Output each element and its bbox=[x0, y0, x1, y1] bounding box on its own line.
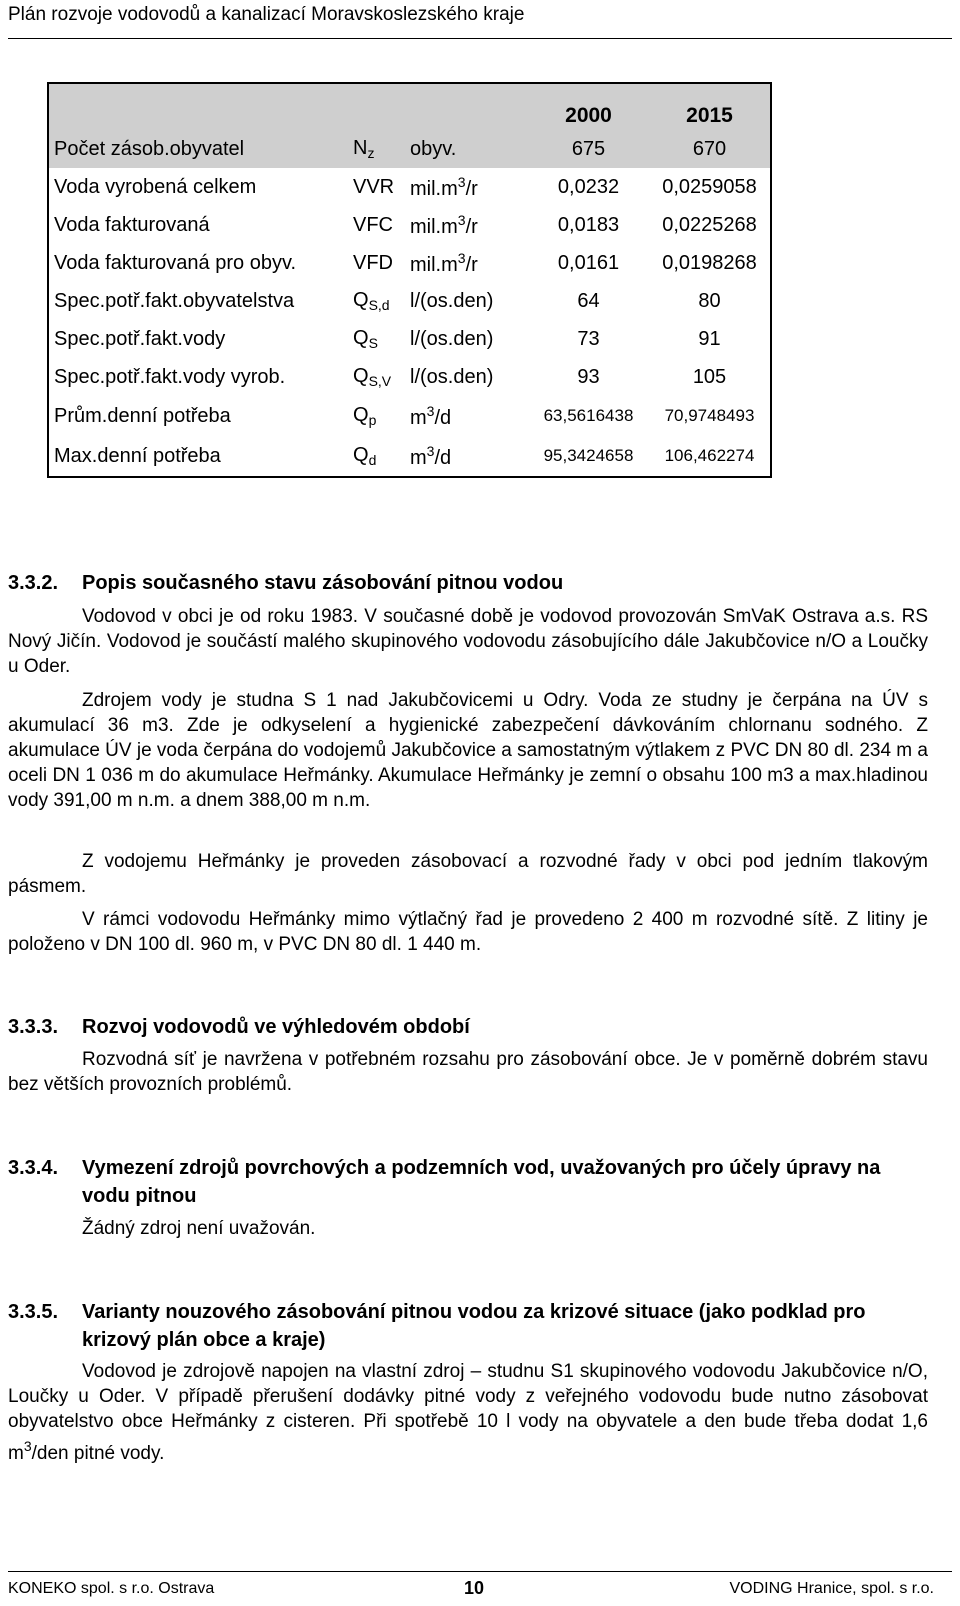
section-number: 3.3.5. bbox=[8, 1301, 59, 1323]
symbol bbox=[353, 320, 410, 358]
section-title: Rozvoj vodovodů ve výhledovém období bbox=[82, 1016, 470, 1038]
unit-text: m bbox=[410, 406, 427, 429]
table-row bbox=[48, 244, 771, 282]
unit bbox=[410, 206, 528, 244]
unit-superscript: 3 bbox=[457, 249, 466, 266]
table-row bbox=[48, 320, 771, 358]
unit bbox=[410, 168, 528, 206]
unit-text: mil.m bbox=[410, 215, 458, 238]
symbol bbox=[353, 244, 410, 282]
value-2000 bbox=[528, 168, 649, 206]
row-label-text: Spec.potř.fakt.obyvatelstva bbox=[54, 289, 295, 312]
section-number: 3.3.3. bbox=[8, 1016, 59, 1038]
row-label-text: Voda vyrobená celkem bbox=[54, 175, 257, 198]
row-label bbox=[48, 130, 353, 168]
value-text: 63,5616438 bbox=[543, 406, 634, 425]
water-balance-table bbox=[47, 82, 772, 478]
value-2000 bbox=[528, 206, 649, 244]
unit-tail: /r bbox=[465, 215, 478, 238]
table-row bbox=[48, 168, 771, 206]
symbol-text: Q bbox=[353, 444, 369, 466]
value-2000 bbox=[528, 358, 649, 396]
unit-text: mil.m bbox=[410, 253, 458, 276]
value-2000 bbox=[528, 396, 649, 436]
unit-tail: /d bbox=[434, 406, 452, 429]
row-label bbox=[48, 320, 353, 358]
value-text: 0,0183 bbox=[557, 213, 620, 236]
page-footer bbox=[8, 1571, 952, 1606]
symbol-subscript: p bbox=[368, 412, 377, 428]
value-2000 bbox=[528, 320, 649, 358]
unit-superscript: 3 bbox=[426, 402, 435, 419]
unit-text: mil.m bbox=[410, 177, 458, 200]
table-row bbox=[48, 436, 771, 477]
value-text: 0,0225268 bbox=[662, 213, 757, 236]
value-text: 670 bbox=[692, 137, 727, 160]
unit bbox=[410, 320, 528, 358]
value-text: 70,9748493 bbox=[664, 406, 755, 425]
symbol-subscript: S,V bbox=[368, 373, 392, 389]
value-2015 bbox=[649, 130, 771, 168]
value-text: 80 bbox=[698, 289, 721, 312]
footer-right: VODING Hranice, spol. s r.o. bbox=[729, 1580, 934, 1597]
year-header-row bbox=[48, 83, 771, 130]
page-header bbox=[8, 0, 952, 39]
row-label bbox=[48, 436, 353, 477]
unit bbox=[410, 130, 528, 168]
section-title: Varianty nouzového zásobování pitnou vodou za krizové situace (jako podklad pro krizový plán obce a kraje) bbox=[82, 1301, 866, 1351]
section-title: Popis současného stavu zásobování pitnou vodou bbox=[82, 572, 564, 594]
row-label bbox=[48, 396, 353, 436]
document-title: Plán rozvoje vodovodů a kanalizací Moravskoslezského kraje bbox=[8, 4, 525, 25]
table-row bbox=[48, 282, 771, 320]
section-title: Vymezení zdrojů povrchových a podzemních vod, uvažovaných pro účely úpravy na vodu pitnou bbox=[82, 1157, 881, 1207]
unit bbox=[410, 396, 528, 436]
row-label-text: Spec.potř.fakt.vody bbox=[54, 327, 226, 350]
unit-tail: /d bbox=[434, 446, 452, 469]
row-label-text: Počet zásob.obyvatel bbox=[54, 137, 245, 160]
section-number: 3.3.4. bbox=[8, 1157, 59, 1179]
paragraph-text: Vodovod je zdrojově napojen na vlastní zdroj – studnu S1 skupinového vodovodu Jakubčovice n/O, Loučky u Oder. V případě přerušení dodávky pitné vody z veřejného vodovodu bude nutno zásobovat obyvatelstvo obce Heřmánky z cisteren. Při spotřebě 10 l vody na obyvatele a den bude třeba dodat 1,6 m bbox=[8, 1361, 928, 1464]
value-text: 91 bbox=[698, 327, 721, 350]
row-label-text: Spec.potř.fakt.vody vyrob. bbox=[54, 365, 286, 388]
paragraph-tail: /den pitné vody. bbox=[31, 1443, 165, 1464]
value-2015 bbox=[649, 244, 771, 282]
table-row bbox=[48, 396, 771, 436]
symbol bbox=[353, 206, 410, 244]
value-2015 bbox=[649, 206, 771, 244]
year-2000: 2000 bbox=[528, 83, 649, 130]
symbol-text: VFC bbox=[353, 213, 393, 236]
unit-text: l/(os.den) bbox=[410, 289, 494, 312]
value-2000 bbox=[528, 436, 649, 477]
row-label bbox=[48, 168, 353, 206]
value-2000 bbox=[528, 130, 649, 168]
symbol bbox=[353, 358, 410, 396]
symbol-text: Q bbox=[353, 327, 369, 349]
paragraph: Zdrojem vody je studna S 1 nad Jakubčovicemi u Odry. Voda ze studny je čerpána na ÚV s akumulací 36 m3. Zde je odkyselení a hygienické zabezpečení dávkováním chlornanu sodného. Z akumulace ÚV je voda čerpána do vodojemů Jakubčovice a samostatným výtlakem z PVC DN 80 dl. 234 m a oceli DN 1 036 m do akumulace Heřmánky. Akumulace Heřmánky je zemní o obsahu 100 m3 a max.hladinou vody 391,00 m n.m. a dnem 388,00 m n.m. bbox=[8, 690, 928, 811]
symbol bbox=[353, 436, 410, 477]
row-label bbox=[48, 358, 353, 396]
symbol-subscript: S bbox=[368, 335, 378, 351]
superscript: 3 bbox=[23, 1438, 32, 1454]
value-text: 0,0259058 bbox=[662, 175, 757, 198]
row-label bbox=[48, 244, 353, 282]
unit bbox=[410, 244, 528, 282]
table-row bbox=[48, 130, 771, 168]
section-number: 3.3.2. bbox=[8, 572, 59, 594]
value-2015 bbox=[649, 396, 771, 436]
value-2015 bbox=[649, 168, 771, 206]
row-label-text: Prům.denní potřeba bbox=[54, 404, 231, 427]
page-number: 10 bbox=[464, 1578, 485, 1598]
value-2015 bbox=[649, 358, 771, 396]
symbol-text: VVR bbox=[353, 175, 395, 198]
unit-superscript: 3 bbox=[457, 211, 466, 228]
unit-tail: /r bbox=[465, 177, 478, 200]
value-2000 bbox=[528, 244, 649, 282]
row-label-text: Voda fakturovaná pro obyv. bbox=[54, 251, 297, 274]
symbol bbox=[353, 130, 410, 168]
row-label bbox=[48, 282, 353, 320]
value-2000 bbox=[528, 282, 649, 320]
unit bbox=[410, 282, 528, 320]
symbol-text: Q bbox=[353, 365, 369, 387]
value-text: 0,0161 bbox=[557, 251, 620, 274]
row-label-text: Voda fakturovaná bbox=[54, 213, 210, 236]
unit-text: obyv. bbox=[410, 137, 457, 160]
symbol-subscript: z bbox=[367, 145, 375, 161]
paragraph bbox=[8, 1359, 928, 1466]
paragraph: Vodovod v obci je od roku 1983. V současné době je vodovod provozován SmVaK Ostrava a.s. RS Nový Jičín. Vodovod je součástí malého skupinového vodovodu zásobujícího dále Jakubčovice n/O a Loučky u Oder. bbox=[8, 606, 928, 677]
symbol-subscript: S,d bbox=[368, 297, 390, 313]
value-text: 73 bbox=[577, 327, 600, 350]
value-text: 95,3424658 bbox=[543, 446, 634, 465]
table-row bbox=[48, 358, 771, 396]
footer-left: KONEKO spol. s r.o. Ostrava bbox=[8, 1580, 215, 1597]
row-label-text: Max.denní potřeba bbox=[54, 444, 221, 467]
value-text: 675 bbox=[571, 137, 606, 160]
paragraph: Žádný zdroj není uvažován. bbox=[82, 1218, 316, 1239]
symbol-subscript: d bbox=[368, 452, 377, 468]
symbol-text: Q bbox=[353, 289, 369, 311]
symbol bbox=[353, 396, 410, 436]
value-text: 106,462274 bbox=[664, 446, 755, 465]
unit bbox=[410, 436, 528, 477]
paragraph: Z vodojemu Heřmánky je proveden zásobovací a rozvodné řady v obci pod jedním tlakovým pásmem. bbox=[8, 851, 928, 897]
paragraph: V rámci vodovodu Heřmánky mimo výtlačný řad je provedeno 2 400 m rozvodné sítě. Z litiny je položeno v DN 100 dl. 960 m, v PVC DN 80 dl. 1 440 m. bbox=[8, 909, 928, 955]
unit-text: m bbox=[410, 446, 427, 469]
year-2015: 2015 bbox=[649, 83, 771, 130]
table-row bbox=[48, 206, 771, 244]
paragraph: Rozvodná síť je navržena v potřebném rozsahu pro zásobování obce. Je v poměrně dobrém stavu bez větších provozních problémů. bbox=[8, 1049, 928, 1095]
symbol-text: VFD bbox=[353, 251, 393, 274]
value-text: 0,0198268 bbox=[662, 251, 757, 274]
unit-tail: /r bbox=[465, 253, 478, 276]
symbol-text: N bbox=[353, 137, 368, 159]
unit bbox=[410, 358, 528, 396]
value-text: 105 bbox=[692, 365, 727, 388]
symbol bbox=[353, 282, 410, 320]
symbol bbox=[353, 168, 410, 206]
unit-text: l/(os.den) bbox=[410, 327, 494, 350]
value-2015 bbox=[649, 436, 771, 477]
unit-superscript: 3 bbox=[457, 173, 466, 190]
row-label bbox=[48, 206, 353, 244]
symbol-text: Q bbox=[353, 404, 369, 426]
value-text: 93 bbox=[577, 365, 600, 388]
unit-text: l/(os.den) bbox=[410, 365, 494, 388]
value-2015 bbox=[649, 282, 771, 320]
value-text: 64 bbox=[577, 289, 600, 312]
value-text: 0,0232 bbox=[557, 175, 620, 198]
unit-superscript: 3 bbox=[426, 442, 435, 459]
value-2015 bbox=[649, 320, 771, 358]
